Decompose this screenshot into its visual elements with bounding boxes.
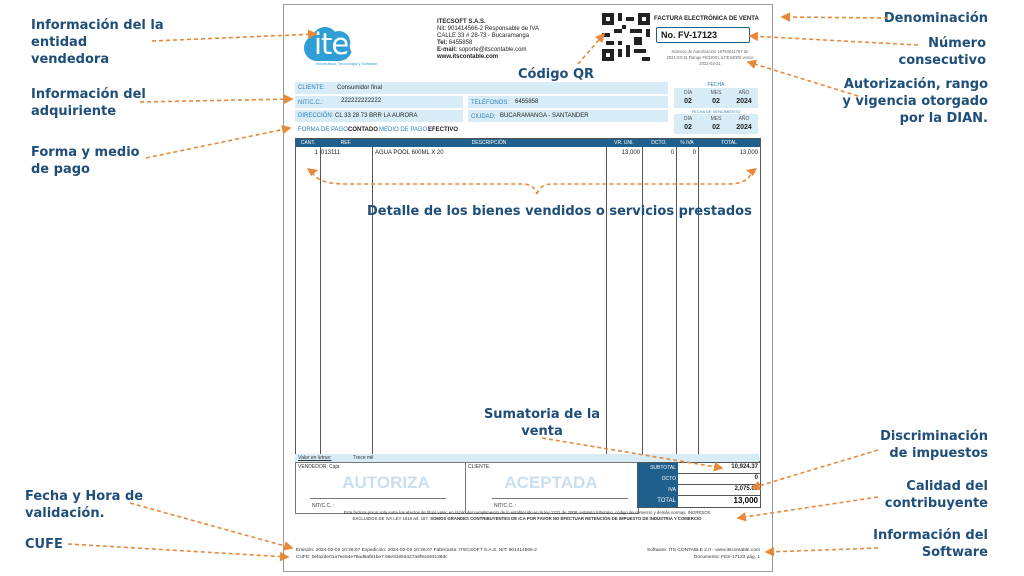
seller-email-label: E-mail: [437,47,458,53]
seller-address: CALLE 33 # 28-73 - Bucaramanga [437,33,530,39]
label-seller-info-line-2: entidad [31,35,88,50]
due-year-label: AÑO [738,116,750,122]
iva-label: IVA [668,487,676,493]
emission-info: Emisión: 2024-02-02 10:26:07 Expedición: 2024-02-02 10:26:07 Fabricante: ITECSOFT S.A.S. NIT: 901414566-2 [296,548,537,553]
label-cufe: CUFE [25,537,63,552]
subtotal-value: 10,924.37 [731,464,758,470]
item-qty: 1 [314,150,318,156]
label-dian-line-3: por la DIAN. [899,111,988,126]
date-day-label: DÍA [683,90,693,96]
due-label: FECHA DE VENCIMIENTO [691,109,741,114]
label-dian-line-1: Autorización, rango [843,77,988,92]
software-info: Software: ITS CONTABLE 2.0 - www.itscontable.com [647,548,760,553]
phones-label: TELÉFONOS: [471,100,510,106]
nit-label: NIT/C.C.: [298,100,323,106]
seller-info [437,19,577,61]
document-info: Documento: FES-17123 pág. 1 [693,555,760,560]
legal-line-1: Esta factura por si sola surte los efectos de título valor, en razón del cumplimiento de lo establecido en la ley 1231 de 2008, estatuto tributario, código de comercio y demás normas. INGRESOS [343,510,711,515]
item-ref: 013111 [321,150,341,156]
authorization-line-3: 2022-03-31 [699,61,721,66]
label-dian-line-2: y vigencia otorgado [842,94,988,109]
label-software-line-2: Software [921,545,988,560]
payment-means-value: EFECTIVO [428,127,459,133]
label-consecutive-line-2: consecutivo [898,53,986,68]
legal-text [292,510,762,522]
col-qty: CANT. [300,140,316,146]
seller-tel-label: Tel: [437,40,448,46]
value-words: Trece mil [353,455,374,461]
total-label: TOTAL [657,498,676,504]
seller-email: soporte@itscontable.com [458,47,527,53]
label-taxpayer-quality [885,478,988,512]
label-buyer-info-line-1: Información del [31,87,146,102]
label-payment [31,144,140,178]
client-nit-sign: NIT/C.C. : [494,503,517,509]
item-total: 13,000 [739,150,758,156]
label-qr-code: Código QR [518,67,595,82]
arrow-payment [146,128,290,158]
col-unit: VR. UNI. [614,140,634,146]
label-software-info [873,527,988,561]
client-label: CLIENTE: [298,85,326,91]
value-in-words-row [295,454,759,462]
address-label: DIRECCIÓN: [298,113,334,119]
label-seller-info-line-1: Información del la [31,18,164,33]
date-year-label: AÑO [738,90,750,96]
date-year: 2024 [736,98,752,105]
label-tax-line-2: de impuestos [889,446,988,461]
arrow-consecutive [750,36,918,45]
date-label: FECHA [707,82,725,88]
arrow-software [766,548,878,552]
due-month: 02 [712,124,720,131]
label-detail: Detalle de los bienes vendidos o servicios prestados [367,204,752,219]
company-logo [298,21,414,67]
signature-area [295,462,639,514]
seller-name: ITECSOFT S.A.S. [437,19,486,25]
arrow-cufe [68,544,288,557]
logo-text: itecsoft [314,27,414,61]
label-sale-sum [482,406,602,440]
label-validation-line-1: Fecha y Hora de [25,489,144,504]
arrow-denomination [782,17,888,18]
phones-row [468,96,668,108]
date-day: 02 [684,98,692,105]
payment-form-label: FORMA DE PAGO: [298,127,350,133]
col-total: TOTAL [721,140,737,146]
label-payment-line-1: Forma y medio [31,145,140,160]
label-sale-sum-line-1: Sumatoria de la [483,407,601,422]
seller-tel: 6455858 [448,40,473,46]
seller-web: www.itscontable.com [437,54,499,60]
logo-tagline: Informática, Tecnología y Software [316,61,378,66]
address-value: CL 33 28 73 BRR LA AURORA [335,113,418,119]
due-day-label: DÍA [683,116,693,122]
date-month-label: MES [710,90,722,96]
client-sign-label: CLIENTE: [468,464,491,470]
nit-row [295,96,463,108]
label-buyer-info [31,86,146,120]
col-ref: REF. [340,140,352,146]
label-denomination: Denominación [883,11,988,26]
authorize-stamp: AUTORIZA [342,473,430,492]
authorization-line-2: 2021-03-31 Rango FE32001 a FE34000 vence [666,55,754,60]
label-validation-line-2: validación. [25,506,105,521]
label-sale-sum-line-2: venta [521,424,563,439]
value-words-label: Valor en letras: [298,455,332,461]
qr-code-icon [602,13,650,61]
authorization-line-1: Número de Autorización 18764011787 de [671,49,749,54]
seller-nit-sign: NIT/C.C. : [312,503,335,509]
city-value: BUCARAMANGA - SANTANDER [500,113,589,119]
item-desc: AGUA POOL 600ML X 20 [375,150,444,156]
seller-nit: Nit: 901414566-2 Responsable de IVA [437,26,539,32]
label-tax-breakdown [880,428,988,462]
label-dian-authorization [842,76,988,127]
document-title: FACTURA ELECTRÓNICA DE VENTA [654,16,759,22]
totals-box [637,462,761,508]
payment-form-value: CONTADO [348,127,378,133]
payment-means-label: MEDIO DE PAGO: [379,127,429,133]
total-value: 13,000 [733,496,758,505]
label-seller-info [31,17,164,68]
cufe-value: CUFE: 0efa2de01a7ee54e78ad8af81be7 66e91853427a9f91693138dc [296,555,448,560]
label-validation-datetime [25,488,143,522]
payment-row [295,124,668,136]
label-seller-info-line-3: vendedora [31,52,110,67]
item-iva: 0 [692,150,696,156]
col-iva: % IVA [680,140,694,146]
seller-sign-label: VENDEDOR: Caja [298,464,340,470]
iva-value: 2,075.63 [734,486,758,492]
nit-value: 222222222222 [341,98,382,104]
label-taxpayer-line-1: Calidad del [906,479,988,494]
col-disc: DCTO. [651,140,667,146]
label-consecutive [899,35,986,69]
legal-line-2a: EXCLUIDOS DE IVA LEY 1819 art. 187. [352,516,429,521]
legal-line-2b: SOMOS GRANDES CONTRIBUYENTES DE ICA POR FAVOR NO EFECTUAR RETENCIÓN DE IMPUESTO DE INDUSTRIA Y COMERCIO [430,516,702,521]
item-disc: 0 [670,150,674,156]
client-value: Consumidor final [337,85,383,91]
phones-value: 6455858 [515,99,539,105]
arrow-validation [130,503,292,548]
discount-label: DCTO [661,476,676,482]
client-row [295,82,668,94]
subtotal-label: SUBTOTAL [650,465,676,471]
city-row [468,110,668,122]
invoice-number: No. FV-17123 [656,27,750,43]
dian-authorization [654,49,766,67]
label-software-line-1: Información del [873,528,988,543]
label-taxpayer-line-2: contribuyente [884,496,988,511]
accept-stamp: ACEPTADA [504,473,598,492]
arrow-buyer-info [140,99,292,102]
label-buyer-info-line-2: adquiriente [31,104,117,119]
label-consecutive-line-1: Número [928,36,986,51]
due-day: 02 [684,124,692,131]
date-month: 02 [712,98,720,105]
due-month-label: MES [710,116,722,122]
label-tax-line-1: Discriminación [880,429,988,444]
col-desc: DESCRIPCIÓN [471,140,507,146]
label-payment-line-2: de pago [31,162,90,177]
due-year: 2024 [736,124,752,131]
address-row [295,110,463,122]
date-block [674,82,758,138]
invoice-document [283,4,773,572]
item-unit: 13,000 [621,150,640,156]
city-label: CIUDAD: [471,114,496,120]
table-row [296,150,760,159]
discount-value: 0 [754,475,758,481]
items-table-header [296,139,760,147]
